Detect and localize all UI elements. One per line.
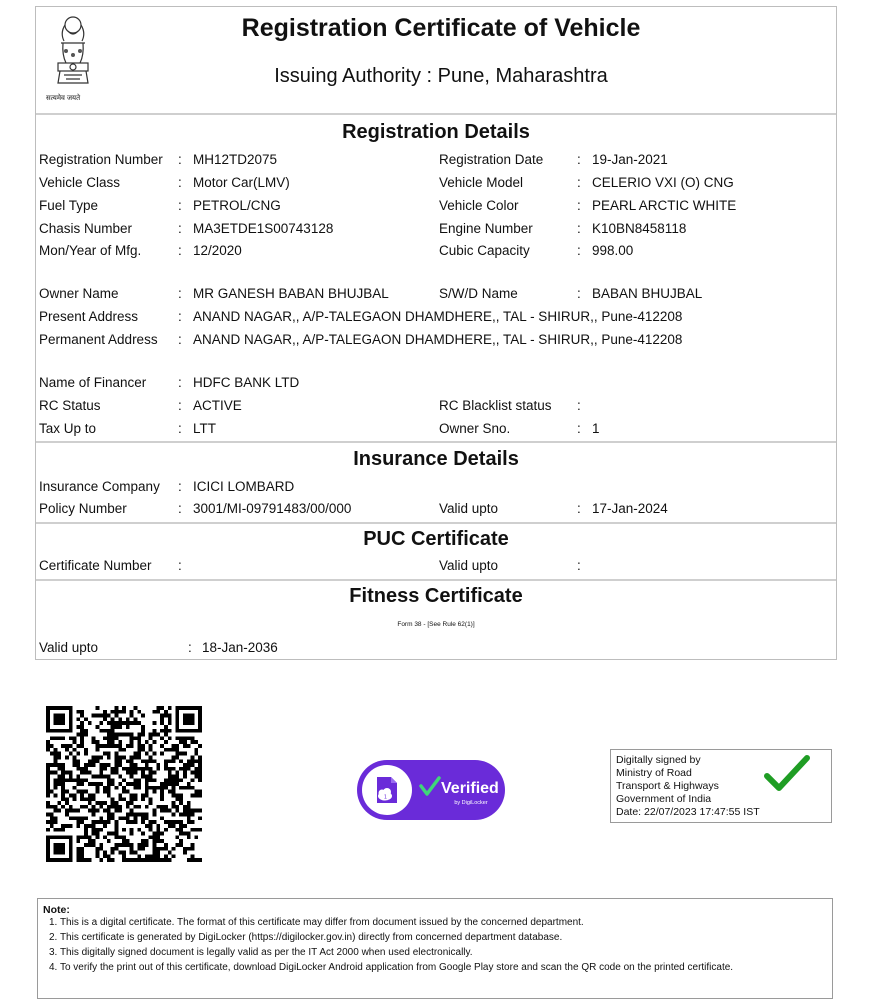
tax-upto-value: LTT <box>193 421 216 436</box>
vehicle-color-label: Vehicle Color <box>439 198 519 213</box>
signature-line: Government of India <box>616 793 712 805</box>
colon: : <box>577 398 581 413</box>
colon: : <box>577 198 581 213</box>
colon: : <box>577 152 581 167</box>
vehicle-model-value: CELERIO VXI (O) CNG <box>592 175 734 190</box>
certificate-frame <box>35 6 837 660</box>
insurance-company-label: Insurance Company <box>39 479 160 494</box>
owner-name-label: Owner Name <box>39 286 119 301</box>
colon: : <box>178 375 182 390</box>
note-item: 3. This digitally signed document is legally valid as per the IT Act 2000 when used electronically. <box>49 947 473 958</box>
signature-line: Ministry of Road <box>616 767 692 779</box>
policy-number-label: Policy Number <box>39 501 127 516</box>
insurance-valid-upto-value: 17-Jan-2024 <box>592 501 668 516</box>
colon: : <box>178 332 182 347</box>
colon: : <box>577 558 581 573</box>
vehicle-model-label: Vehicle Model <box>439 175 524 190</box>
fuel-type-label: Fuel Type <box>39 198 99 213</box>
qr-finder-center <box>54 714 65 725</box>
permanent-address-value: ANAND NAGAR,, A/P-TALEGAON DHAMDHERE,, TAL - SHIRUR,, Pune-412208 <box>193 332 683 347</box>
registration-number-value: MH12TD2075 <box>193 152 278 167</box>
colon: : <box>178 175 182 190</box>
puc-valid-upto-label: Valid upto <box>439 558 499 573</box>
rc-status-label: RC Status <box>39 398 101 413</box>
certificate-header <box>36 7 836 115</box>
svg-text:1: 1 <box>383 794 388 801</box>
emblem-motto: सत्यमेव जयते <box>46 95 81 102</box>
present-address-value: ANAND NAGAR,, A/P-TALEGAON DHAMDHERE,, TAL - SHIRUR,, Pune-412208 <box>193 309 683 324</box>
form-reference: Form 38 - [See Rule 62(1)] <box>397 621 475 628</box>
financer-value: HDFC BANK LTD <box>193 375 300 390</box>
puc-certificate-heading: PUC Certificate <box>363 528 509 550</box>
rc-status-value: ACTIVE <box>193 398 242 413</box>
note-heading: Note: <box>43 904 70 916</box>
signature-valid-tick-icon <box>763 754 811 794</box>
cubic-capacity-value: 998.00 <box>592 243 634 258</box>
digital-signature-box[interactable] <box>610 749 832 823</box>
swd-name-label: S/W/D Name <box>439 286 518 301</box>
mfg-label: Mon/Year of Mfg. <box>39 243 142 258</box>
colon: : <box>178 309 182 324</box>
tax-upto-label: Tax Up to <box>39 421 97 436</box>
owner-sno-value: 1 <box>592 421 600 436</box>
colon: : <box>178 221 182 236</box>
chasis-number-label: Chasis Number <box>39 221 133 236</box>
vehicle-class-label: Vehicle Class <box>39 175 121 190</box>
colon: : <box>178 243 182 258</box>
engine-number-value: K10BN8458118 <box>592 221 687 236</box>
section-divider <box>36 579 836 581</box>
signature-line: Digitally signed by <box>616 754 701 766</box>
colon: : <box>178 398 182 413</box>
colon: : <box>178 421 182 436</box>
insurance-details-heading: Insurance Details <box>353 448 519 470</box>
fuel-type-value: PETROL/CNG <box>193 198 281 213</box>
notes-box <box>37 898 833 999</box>
policy-number-value: 3001/MI-09791483/00/000 <box>193 501 352 516</box>
section-divider <box>36 441 836 443</box>
colon: : <box>577 243 581 258</box>
note-item: 1. This is a digital certificate. The format of this certificate may differ from document issued by the concerned department. <box>49 917 584 928</box>
colon: : <box>178 558 182 573</box>
badge-text: Verified <box>441 780 499 797</box>
verified-by-digilocker-badge <box>357 760 505 820</box>
puc-certificate-number-label: Certificate Number <box>39 558 152 573</box>
qr-finder-center <box>54 843 65 854</box>
chasis-number-value: MA3ETDE1S00743128 <box>193 221 334 236</box>
registration-date-label: Registration Date <box>439 152 544 167</box>
permanent-address-label: Permanent Address <box>39 332 158 347</box>
note-item: 4. To verify the print out of this certificate, download DigiLocker Android application from Google Play store and scan the QR code on the printed certificate. <box>49 962 734 973</box>
owner-sno-label: Owner Sno. <box>439 421 511 436</box>
colon: : <box>577 175 581 190</box>
note-item: 2. This certificate is generated by DigiLocker (https://digilocker.gov.in) directly from concerned department database. <box>49 932 563 943</box>
qr-finder-center <box>183 714 194 725</box>
owner-name-value: MR GANESH BABAN BHUJBAL <box>193 286 389 301</box>
colon: : <box>577 421 581 436</box>
vehicle-class-value: Motor Car(LMV) <box>193 175 290 190</box>
colon: : <box>178 286 182 301</box>
colon: : <box>577 286 581 301</box>
financer-label: Name of Financer <box>39 375 147 390</box>
present-address-label: Present Address <box>39 309 139 324</box>
registration-date-value: 19-Jan-2021 <box>592 152 668 167</box>
colon: : <box>188 640 192 655</box>
registration-details-heading: Registration Details <box>342 121 530 143</box>
swd-name-value: BABAN BHUJBAL <box>592 286 703 301</box>
issuing-authority: Issuing Authority : Pune, Maharashtra <box>274 65 608 87</box>
colon: : <box>577 221 581 236</box>
cubic-capacity-label: Cubic Capacity <box>439 243 530 258</box>
insurance-company-value: ICICI LOMBARD <box>193 479 295 494</box>
fitness-certificate-heading: Fitness Certificate <box>349 585 523 607</box>
signature-line: Transport & Highways <box>616 780 719 792</box>
mfg-value: 12/2020 <box>193 243 242 258</box>
vehicle-color-value: PEARL ARCTIC WHITE <box>592 198 737 213</box>
colon: : <box>577 501 581 516</box>
section-divider <box>36 522 836 524</box>
colon: : <box>178 501 182 516</box>
registration-number-label: Registration Number <box>39 152 163 167</box>
signature-date: Date: 22/07/2023 17:47:55 IST <box>616 806 760 818</box>
fitness-valid-upto-value: 18-Jan-2036 <box>202 640 278 655</box>
colon: : <box>178 198 182 213</box>
document-title: Registration Certificate of Vehicle <box>241 14 641 42</box>
colon: : <box>178 479 182 494</box>
qr-code[interactable] <box>46 706 202 862</box>
insurance-valid-upto-label: Valid upto <box>439 501 499 516</box>
badge-subtext: by DigiLocker <box>454 800 488 806</box>
rc-blacklist-label: RC Blacklist status <box>439 398 552 413</box>
colon: : <box>178 152 182 167</box>
fitness-valid-upto-label: Valid upto <box>39 640 99 655</box>
engine-number-label: Engine Number <box>439 221 533 236</box>
